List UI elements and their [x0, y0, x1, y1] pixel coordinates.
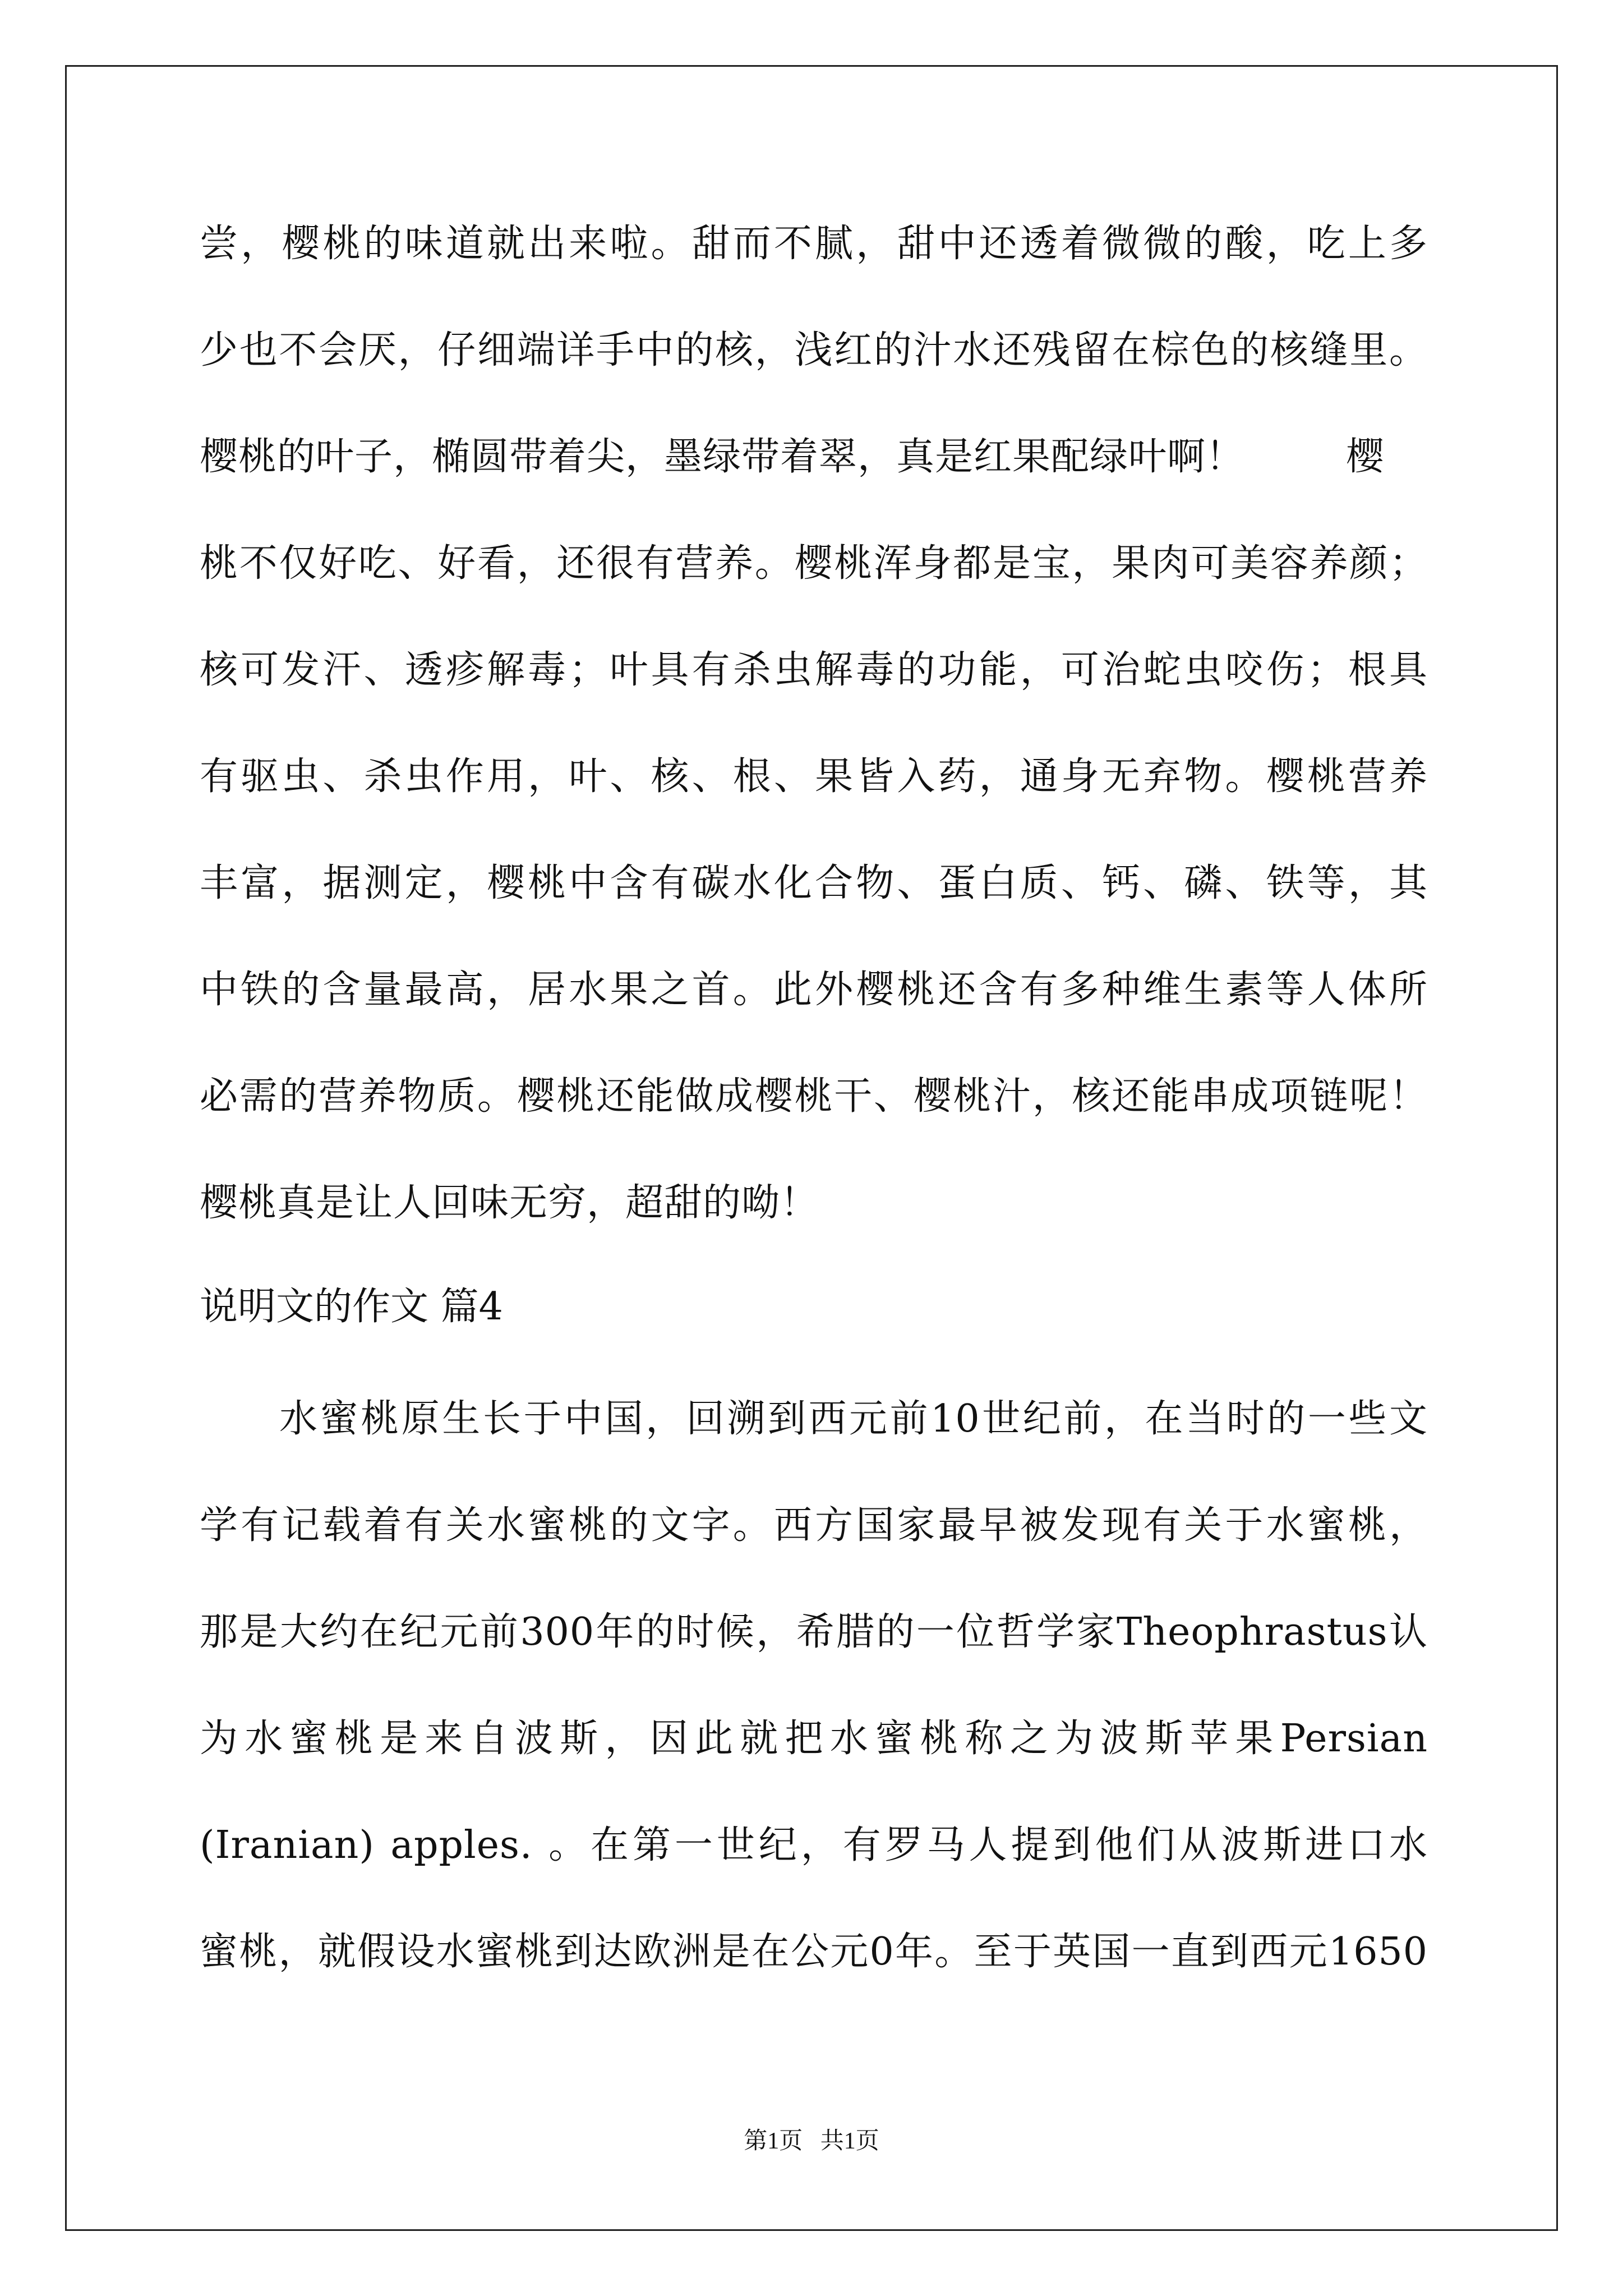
text-line: 尝，樱桃的味道就出来啦。甜而不腻，甜中还透着微微的酸，吃上多	[200, 222, 1428, 266]
text-line: 核可发汗、透疹解毒；叶具有杀虫解毒的功能，可治蛇虫咬伤；根具	[200, 648, 1428, 692]
text-line: 为水蜜桃是来自波斯，因此就把水蜜桃称之为波斯苹果Persian	[200, 1717, 1428, 1761]
text-line: 少也不会厌，仔细端详手中的核，浅红的汁水还残留在棕色的核缝里。	[200, 328, 1428, 372]
text-line: 桃不仅好吃、好看，还很有营养。樱桃浑身都是宝，果肉可美容养颜；	[200, 541, 1428, 586]
page-number-footer: 第1页 共1页	[744, 2128, 879, 2154]
page-border	[65, 65, 1558, 2231]
text-line: 蜜桃，就假设水蜜桃到达欧洲是在公元0年。至于英国一直到西元1650	[200, 1930, 1428, 1974]
text-line: 必需的营养物质。樱桃还能做成樱桃干、樱桃汁，核还能串成项链呢！	[200, 1074, 1428, 1119]
text-line: (Iranian) apples. 。在第一世纪，有罗马人提到他们从波斯进口水	[200, 1823, 1428, 1867]
section-heading: 说明文的作文 篇4	[200, 1285, 503, 1329]
text-line: 那是大约在纪元前300年的时候，希腊的一位哲学家Theophrastus认	[200, 1610, 1428, 1654]
text-line: 中铁的含量最高，居水果之首。此外樱桃还含有多种维生素等人体所	[200, 968, 1428, 1012]
text-line: 樱桃真是让人回味无穷，超甜的呦！	[200, 1181, 819, 1225]
text-line: 水蜜桃原生长于中国，回溯到西元前10世纪前，在当时的一些文	[279, 1397, 1428, 1441]
text-line: 有驱虫、杀虫作用，叶、核、根、果皆入药，通身无弃物。樱桃营养	[200, 754, 1428, 799]
text-line: 学有记载着有关水蜜桃的文字。西方国家最早被发现有关于水蜜桃，	[200, 1503, 1428, 1548]
text-line: 丰富，据测定，樱桃中含有碳水化合物、蛋白质、钙、磷、铁等，其	[200, 861, 1428, 905]
text-line: 樱桃的叶子，椭圆带着尖，墨绿带着翠，真是红果配绿叶啊！ 樱	[200, 435, 1385, 479]
